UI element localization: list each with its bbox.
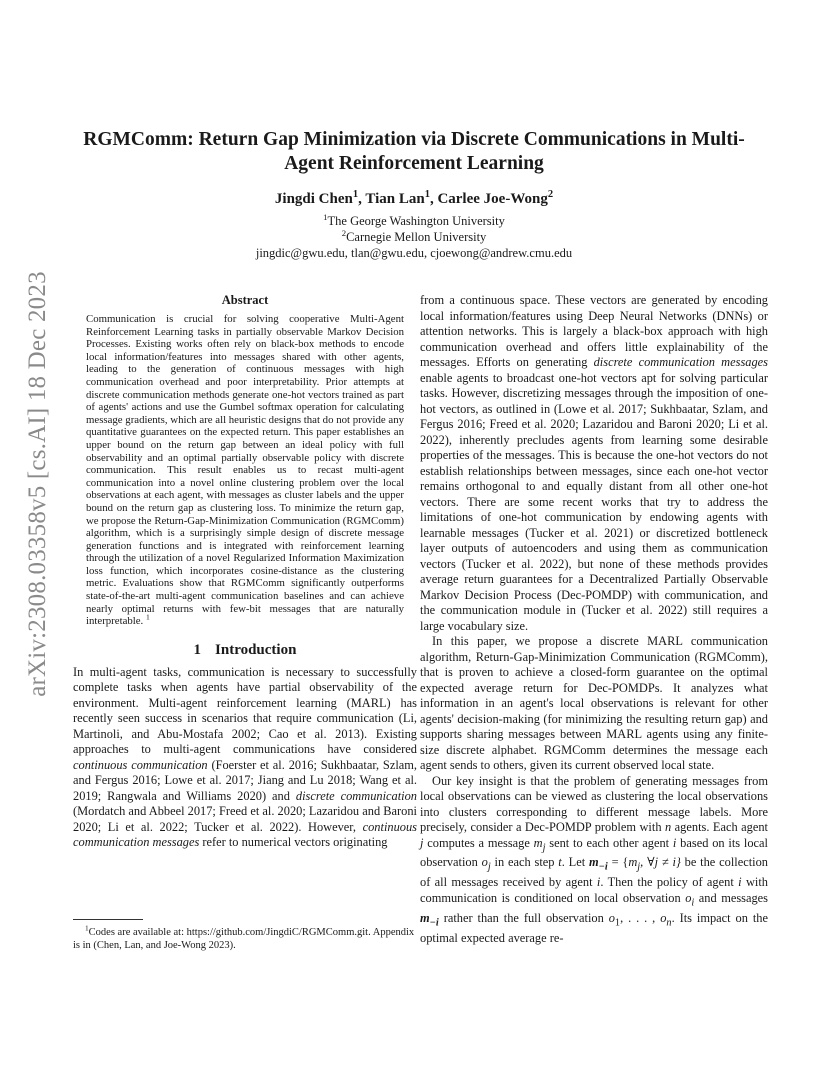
math-expression: , ∀j ≠ i} <box>640 855 681 870</box>
text-run: computes a message <box>423 835 534 850</box>
footnote-mark: 1 <box>145 612 150 622</box>
text-run: based on its local observation <box>420 835 768 870</box>
affiliations <box>60 213 768 261</box>
affiliation-line <box>60 229 768 245</box>
math-symbol: m <box>420 910 430 925</box>
text-run: . Its impact on the optimal expected average re- <box>420 910 768 945</box>
author-name: Carlee Joe-Wong <box>437 191 548 207</box>
footnote-mark: 1 <box>85 923 89 933</box>
intro-paragraph <box>73 665 417 851</box>
text-run: . Let <box>561 855 589 870</box>
text-run: enable agents to broadcast one-hot vectors apt for solving particular tasks. However, discretizing messages through the imposition of one-hot vectors, as outlined in (Lowe et al. 2017; Sukhbaatar, Szlam, and Fergus 2016; Freed et al. 2020; Lazaridou and Baroni 2020; Li et al. 2022), inherently precludes agents from learning some desirable properties of the messages. This is because the one-hot vectors do not establish relationships between messages, since each one-hot vector remains orthogonal to and equally distant from all other one-hot vectors. There are some recent works that try to address the limitations of one-hot communication by endowing agents with learnable messages (Tucker et al. 2021) or discretized bottleneck layer outputs of autoencoders and using them as communication vectors (Tucker et al. 2022), but none of these methods provides average return guarantees for a Decentralized Partially Observable Markov Decision Process (Dec-POMDP) with communication, and the communication module in (Tucker et al. 2022) still requires a large vocabulary size. <box>420 370 768 633</box>
text-run: . Then the policy of agent <box>600 875 739 890</box>
math-symbol: o <box>660 910 667 925</box>
text-run: sent to each other agent <box>545 835 673 850</box>
affiliation-mark: 1 <box>323 211 328 222</box>
arxiv-identifier-stamp <box>20 271 56 697</box>
math-symbol: o <box>481 855 488 870</box>
author-name: Tian Lan <box>365 191 425 207</box>
text-run: agents. Each agent <box>671 820 768 834</box>
math-symbol: j <box>420 835 424 850</box>
math-symbol: m <box>588 855 599 870</box>
footnote <box>73 919 417 952</box>
text-run: be the collection of all messages received by agent <box>420 855 768 890</box>
emphasis: continuous communication <box>73 757 208 772</box>
emphasis: discrete communication messages <box>593 355 768 369</box>
math-subscript: n <box>666 917 672 929</box>
affiliation-mark: 2 <box>547 189 554 200</box>
math-subscript: −i <box>598 861 608 873</box>
math-symbol: o <box>608 910 615 925</box>
affiliation-mark: 1 <box>352 189 359 200</box>
affiliation-name: Carnegie Mellon University <box>346 230 487 244</box>
section-title: Introduction <box>215 641 297 658</box>
text-run: (Foerster et al. 2016; Sukhbaatar, Szlam, and Fergus 2016; Lowe et al. 2017; Jiang and Lu 2018; Wang et al. 2019; Rangwala and Williams 2020) and <box>73 757 418 803</box>
abstract-body <box>86 313 404 628</box>
section-heading-introduction <box>73 640 417 660</box>
text-run: refer to numerical vectors originating <box>199 835 388 850</box>
arxiv-identifier-text: arXiv:2308.03358v5 [cs.AI] 18 Dec 2023 <box>24 271 52 697</box>
text-run: In multi-agent tasks, communication is necessary to successfully complete tasks when agents have partial observability of the environment. Multi-agent reinforcement learning (MARL) has recently seen success in scenarios that require communication (Li, Martinoli, and Abu-Mostafa 2002; Cao et al. 2013). Existing approaches to multi-agent communications have considered <box>73 664 417 757</box>
emphasis: continuous communication messages <box>73 819 417 850</box>
text-run: with communication is conditioned on local observation <box>420 875 768 905</box>
body-paragraph: In this paper, we propose a discrete MARL communication algorithm, Return-Gap-Minimization Communication (RGMComm), that is proven to achieve a closed-form guarantee on the optimal expected average return for Dec-POMDPs. It analyzes what information in an agent's local observations is relevant for other agents' decision-making (for minimizing the resulting return gap) and supports sharing messages between MARL agents using any finite-size discrete alphabet. RGMComm determines the message each agent sends to others, given its current observed local state. <box>420 634 768 772</box>
math-symbol: i <box>596 875 601 890</box>
math-symbol: n <box>665 820 672 834</box>
math-subscript: j <box>542 841 546 853</box>
math-symbol: m <box>628 855 638 870</box>
text-run: and messages <box>694 890 768 905</box>
text-run: rather than the full observation <box>438 910 609 925</box>
text-run: = { <box>607 855 629 870</box>
math-ellipsis: , . . . , <box>620 910 661 925</box>
emphasis: discrete communication <box>295 788 418 803</box>
author-name: Jingdi Chen <box>274 191 353 207</box>
body-paragraph <box>420 293 768 634</box>
math-symbol: o <box>685 890 692 905</box>
left-column <box>73 292 417 851</box>
text-run: from a continuous space. These vectors are generated by encoding local information/features using Deep Neural Networks (DNNs) or attention networks. This is largely a black-box approach with high communication overhead and offers little explainability of the messages. Efforts on generating <box>420 293 768 369</box>
math-symbol: i <box>672 835 677 850</box>
right-column <box>420 292 768 946</box>
section-number: 1 <box>193 641 202 658</box>
math-symbol: t <box>558 855 562 870</box>
math-subscript: j <box>637 861 641 873</box>
math-subscript: 1 <box>614 917 621 929</box>
text-run: (Mordatch and Abbeel 2017; Freed et al. 2020; Lazaridou and Baroni 2020; Li et al. 2022; Tucker et al. 2022). However, <box>73 804 417 834</box>
math-symbol: i <box>738 875 742 890</box>
paper-title: RGMComm: Return Gap Minimization via Discrete Communications in Multi-Agent Reinforcement Learning <box>83 129 745 174</box>
text-run: Our key insight is that the problem of generating messages from local observations can be viewed as clustering the local observations into clusters corresponding to different message labels. More precisely, consider a Dec-POMDP problem with <box>420 773 768 834</box>
math-subscript: −i <box>429 917 439 929</box>
math-subscript: i <box>691 897 695 909</box>
affiliation-line <box>60 213 768 229</box>
affiliation-mark: 2 <box>341 227 347 238</box>
affiliation-mark: 1 <box>424 189 430 200</box>
abstract-heading: Abstract <box>221 293 269 307</box>
affiliation-name: The George Washington University <box>327 214 505 228</box>
text-run: in each step <box>490 855 559 870</box>
math-subscript: j <box>487 861 491 873</box>
author-emails: jingdic@gwu.edu, tlan@gwu.edu, cjoewong@andrew.cmu.edu <box>255 246 573 260</box>
footnote-text <box>73 923 417 952</box>
abstract-text: Communication is crucial for solving cooperative Multi-Agent Reinforcement Learning tasks in partially observable Markov Decision Processes. Existing works often rely on black-box methods to encode local information/features into messages shared with other agents, leading to the generation of continuous messages with high communication overhead and poor interpretability. Prior attempts at discrete communication methods generate one-hot vectors trained as part of agents' actions and use the Gumbel softmax operation for calculating message gradients, which are all heuristic designs that do not provide any quantitative guarantees on the expected return. This paper establishes an upper bound on the return gap between an ideal policy with full observability and an optimal partially observable policy with discrete communication. This result enables us to recast multi-agent communication into a novel online clustering problem over the local observations at each agent, with messages as cluster labels and the upper bound on the return gap as clustering loss. To minimize the return gap, we propose the Return-Gap-Minimization Communication (RGMComm) algorithm, which is a surprisingly simple design of discrete message generation functions and is integrated with reinforcement learning through the utilization of a novel Regularized Information Maximization loss function, which incorporates cosine-distance as the clustering metric. Evaluations show that RGMComm significantly outperforms state-of-the-art multi-agent communication baselines and can achieve nearly optimal returns with few-bit messages that are naturally interpretable. <box>86 313 404 628</box>
footnote-body: Codes are available at: https://github.com/JingdiC/RGMComm.git. Appendix is in (Chen, Lan, and Joe-Wong 2023). <box>73 927 415 951</box>
body-paragraph <box>420 774 768 947</box>
footnote-rule <box>73 919 143 920</box>
math-symbol: m <box>533 835 543 850</box>
author-list: Jingdi Chen$^1$, Tian Lan$^1$, Carlee Joe-Wong$^2$ <box>274 189 554 207</box>
